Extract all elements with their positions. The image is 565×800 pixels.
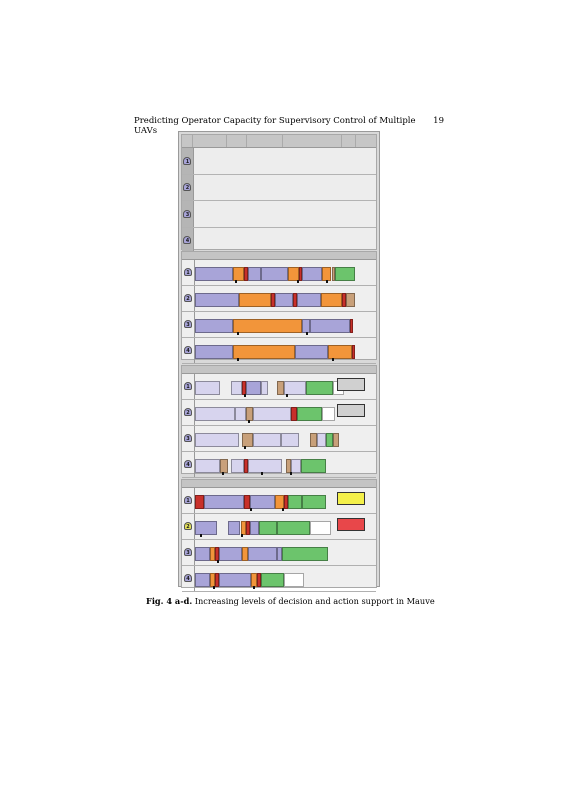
recommendation-box[interactable] bbox=[337, 518, 365, 531]
timeline-segment[interactable] bbox=[195, 319, 233, 333]
timeline-segment[interactable] bbox=[302, 319, 309, 333]
timeline-segment[interactable] bbox=[288, 495, 303, 509]
timeline-segment[interactable] bbox=[195, 547, 210, 561]
timeline-row bbox=[182, 452, 376, 478]
timeline-panel-b bbox=[181, 251, 377, 360]
timeline-segment[interactable] bbox=[295, 345, 328, 359]
uav-badge-icon[interactable]: 2 bbox=[184, 294, 192, 302]
timeline-lane bbox=[194, 260, 376, 285]
timeline-segment[interactable] bbox=[195, 293, 239, 307]
timeline-segment[interactable] bbox=[322, 407, 335, 421]
timeline-header bbox=[182, 480, 376, 488]
target-marker-icon bbox=[306, 332, 308, 335]
timeline-segment[interactable] bbox=[239, 293, 272, 307]
target-marker-icon bbox=[241, 534, 243, 537]
uav-badge-icon[interactable]: 1 bbox=[184, 496, 192, 504]
timeline-lane bbox=[194, 452, 376, 477]
timeline-header bbox=[182, 366, 376, 374]
recommendation-box[interactable] bbox=[337, 378, 365, 391]
timeline-segment[interactable] bbox=[301, 459, 326, 473]
uav-badge-icon[interactable]: 1 bbox=[184, 382, 192, 390]
timeline-segment[interactable] bbox=[350, 319, 354, 333]
timeline-segment[interactable] bbox=[284, 573, 304, 587]
timeline-segment[interactable] bbox=[233, 319, 302, 333]
timeline-segment[interactable] bbox=[281, 433, 299, 447]
target-marker-icon bbox=[282, 508, 284, 511]
timeline-segment[interactable] bbox=[195, 521, 217, 535]
timeline-segment[interactable] bbox=[335, 267, 355, 281]
caption-text: Increasing levels of decision and action support in Mauve bbox=[194, 596, 435, 606]
target-marker-icon bbox=[297, 280, 299, 283]
timeline-segment[interactable] bbox=[291, 459, 300, 473]
timeline-segment[interactable] bbox=[346, 293, 355, 307]
timeline-segment[interactable] bbox=[204, 495, 244, 509]
target-marker-icon bbox=[253, 586, 255, 589]
timeline-lane bbox=[194, 400, 376, 425]
timeline-segment[interactable] bbox=[231, 381, 242, 395]
target-marker-icon bbox=[237, 358, 239, 361]
uav-badge-icon[interactable]: 1 bbox=[183, 157, 191, 165]
timeline-segment[interactable] bbox=[235, 407, 246, 421]
timeline-segment[interactable] bbox=[302, 267, 322, 281]
figure-mauve-interface bbox=[178, 131, 380, 587]
target-marker-icon bbox=[213, 586, 215, 589]
timeline-panel-d bbox=[181, 479, 377, 588]
uav-badge-icon[interactable]: 3 bbox=[184, 434, 192, 442]
recommendation-box[interactable] bbox=[337, 492, 365, 505]
target-marker-icon bbox=[261, 472, 263, 475]
timeline-row bbox=[182, 426, 376, 452]
timeline-segment[interactable] bbox=[302, 495, 326, 509]
timeline-segment[interactable] bbox=[219, 547, 243, 561]
uav-id-cell bbox=[182, 201, 194, 227]
uav-badge-icon[interactable]: 2 bbox=[184, 408, 192, 416]
uav-badge-icon[interactable]: 2 bbox=[184, 522, 192, 530]
timeline-segment[interactable] bbox=[321, 293, 343, 307]
timeline-segment[interactable] bbox=[195, 345, 233, 359]
timeline-segment[interactable] bbox=[233, 267, 244, 281]
timeline-segment[interactable] bbox=[310, 319, 350, 333]
timeline-segment[interactable] bbox=[261, 267, 288, 281]
uav-badge-icon[interactable]: 4 bbox=[183, 236, 191, 244]
table-header bbox=[182, 135, 376, 148]
timeline-row bbox=[182, 338, 376, 364]
target-marker-icon bbox=[332, 358, 334, 361]
timeline-row bbox=[182, 312, 376, 338]
timeline-segment[interactable] bbox=[228, 521, 241, 535]
timeline-segment[interactable] bbox=[253, 407, 291, 421]
target-marker-icon bbox=[235, 280, 237, 283]
timeline-row bbox=[182, 374, 376, 400]
timeline-segment[interactable] bbox=[250, 495, 275, 509]
uav-id-cell bbox=[182, 175, 194, 201]
timeline-row bbox=[182, 260, 376, 286]
timeline-segment[interactable] bbox=[306, 381, 333, 395]
timeline-segment[interactable] bbox=[322, 267, 331, 281]
table-row bbox=[182, 175, 376, 202]
table-row bbox=[182, 201, 376, 228]
timeline-segment[interactable] bbox=[333, 433, 338, 447]
uav-badge-icon[interactable]: 3 bbox=[184, 548, 192, 556]
timeline-segment[interactable] bbox=[317, 433, 326, 447]
table-row bbox=[182, 148, 376, 175]
timeline-segment[interactable] bbox=[261, 573, 285, 587]
running-head-title: Predicting Operator Capacity for Supervisory Control of Multiple UAVs bbox=[134, 116, 416, 136]
timeline-row bbox=[182, 566, 376, 592]
timeline-segment[interactable] bbox=[288, 267, 299, 281]
timeline-lane bbox=[194, 374, 376, 399]
timeline-segment[interactable] bbox=[231, 459, 244, 473]
target-marker-icon bbox=[200, 534, 202, 537]
timeline-segment[interactable] bbox=[248, 267, 261, 281]
timeline-lane bbox=[194, 312, 376, 337]
timeline-lane bbox=[194, 338, 376, 363]
timeline-lane bbox=[194, 540, 376, 565]
timeline-lane bbox=[194, 488, 376, 513]
caption-label: Fig. 4 a-d. bbox=[146, 596, 193, 606]
timeline-segment[interactable] bbox=[233, 345, 295, 359]
uav-status-table bbox=[181, 134, 377, 250]
target-marker-icon bbox=[237, 332, 239, 335]
timeline-segment[interactable] bbox=[195, 433, 239, 447]
target-marker-icon bbox=[244, 394, 246, 397]
uav-badge-icon[interactable]: 2 bbox=[183, 183, 191, 191]
timeline-segment[interactable] bbox=[261, 381, 268, 395]
timeline-segment[interactable] bbox=[246, 381, 261, 395]
timeline-segment[interactable] bbox=[326, 433, 333, 447]
timeline-segment[interactable] bbox=[297, 293, 321, 307]
timeline-row bbox=[182, 400, 376, 426]
recommendation-box[interactable] bbox=[337, 404, 365, 417]
uav-badge-icon[interactable]: 4 bbox=[184, 574, 192, 582]
timeline-lane bbox=[194, 426, 376, 451]
timeline-segment[interactable] bbox=[275, 293, 293, 307]
timeline-segment[interactable] bbox=[277, 521, 310, 535]
timeline-segment[interactable] bbox=[248, 547, 277, 561]
timeline-segment[interactable] bbox=[195, 381, 220, 395]
timeline-segment[interactable] bbox=[248, 459, 283, 473]
uav-id-cell bbox=[182, 148, 194, 174]
timeline-segment[interactable] bbox=[253, 433, 280, 447]
target-marker-icon bbox=[250, 508, 252, 511]
uav-id-cell bbox=[182, 228, 194, 254]
timeline-lane bbox=[194, 566, 376, 591]
timeline-row bbox=[182, 540, 376, 566]
timeline-segment[interactable] bbox=[242, 433, 253, 447]
timeline-segment[interactable] bbox=[284, 381, 306, 395]
target-marker-icon bbox=[286, 394, 288, 397]
target-marker-icon bbox=[248, 420, 250, 423]
timeline-segment[interactable] bbox=[195, 407, 235, 421]
timeline-segment[interactable] bbox=[297, 407, 322, 421]
timeline-segment[interactable] bbox=[195, 495, 204, 509]
target-marker-icon bbox=[290, 472, 292, 475]
uav-badge-icon[interactable]: 4 bbox=[184, 460, 192, 468]
timeline-row bbox=[182, 286, 376, 312]
timeline-lane bbox=[194, 514, 376, 539]
timeline-panel-c bbox=[181, 365, 377, 474]
timeline-segment[interactable] bbox=[352, 345, 356, 359]
timeline-row bbox=[182, 488, 376, 514]
target-marker-icon bbox=[244, 446, 246, 449]
timeline-segment[interactable] bbox=[310, 433, 317, 447]
timeline-segment[interactable] bbox=[195, 573, 210, 587]
timeline-segment[interactable] bbox=[246, 407, 253, 421]
uav-badge-icon[interactable]: 3 bbox=[184, 320, 192, 328]
timeline-segment[interactable] bbox=[219, 573, 252, 587]
target-marker-icon bbox=[217, 560, 219, 563]
page-number: 19 bbox=[433, 116, 444, 126]
timeline-lane bbox=[194, 286, 376, 311]
uav-badge-icon[interactable]: 3 bbox=[183, 210, 191, 218]
timeline-segment[interactable] bbox=[220, 459, 227, 473]
timeline-row bbox=[182, 514, 376, 540]
uav-badge-icon[interactable]: 4 bbox=[184, 346, 192, 354]
target-marker-icon bbox=[326, 280, 328, 283]
timeline-segment[interactable] bbox=[195, 459, 220, 473]
timeline-segment[interactable] bbox=[195, 267, 233, 281]
timeline-segment[interactable] bbox=[277, 381, 284, 395]
timeline-segment[interactable] bbox=[328, 345, 352, 359]
timeline-segment[interactable] bbox=[259, 521, 277, 535]
timeline-segment[interactable] bbox=[310, 521, 332, 535]
timeline-segment[interactable] bbox=[275, 495, 284, 509]
timeline-segment[interactable] bbox=[250, 521, 259, 535]
timeline-segment[interactable] bbox=[282, 547, 328, 561]
uav-badge-icon[interactable]: 1 bbox=[184, 268, 192, 276]
target-marker-icon bbox=[222, 472, 224, 475]
timeline-header bbox=[182, 252, 376, 260]
figure-caption bbox=[146, 596, 435, 606]
